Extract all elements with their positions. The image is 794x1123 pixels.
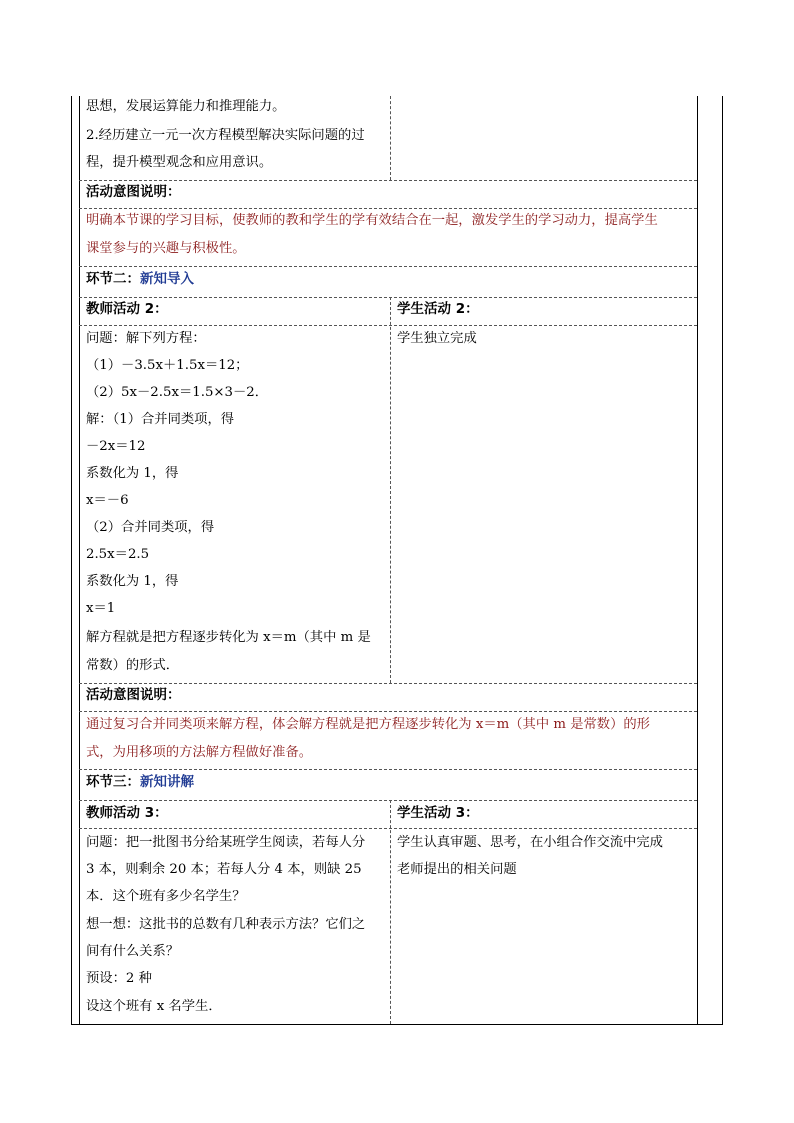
teacher-line: 系数化为 1，得: [86, 574, 179, 589]
objectives-line: 思想，发展运算能力和推理能力。: [86, 99, 286, 114]
table-inner-right-border: [697, 96, 698, 1025]
teacher-line: 问题：解下列方程：: [86, 331, 206, 346]
table-left-border: [71, 96, 72, 1025]
student-activity-text: 学生认真审题、思考，在小组合作交流中完成: [397, 835, 663, 850]
teacher-line: x＝1: [86, 601, 116, 616]
teacher-line: 解方程就是把方程逐步转化为 x＝m（其中 m 是: [86, 630, 371, 645]
column-divider: [390, 800, 391, 1024]
teacher-activity-label: 教师活动 2：: [86, 301, 168, 317]
table-right-border: [722, 96, 723, 1025]
column-divider: [390, 297, 391, 683]
objectives-line: 程，提升模型观念和应用意识。: [86, 155, 273, 170]
teacher-line: 本．这个班有多少名学生？: [86, 889, 246, 904]
intent-text-line: 课堂参与的兴趣与积极性。: [86, 241, 246, 256]
teacher-line: 2.5x＝2.5: [86, 547, 150, 562]
teacher-line: －2x＝12: [86, 439, 146, 454]
teacher-line: （1）－3.5x＋1.5x＝12；: [86, 358, 249, 373]
teacher-line: （2）5x－2.5x＝1.5×3－2．: [86, 385, 269, 400]
column-divider: [390, 96, 391, 180]
teacher-activity-label: 教师活动 3：: [86, 805, 168, 821]
table-bottom-border: [71, 1024, 723, 1025]
teacher-line: 设这个班有 x 名学生．: [86, 999, 222, 1014]
stage-header: [86, 769, 194, 796]
intent-text-line: 式，为用移项的方法解方程做好准备。: [86, 745, 313, 760]
teacher-line: 间有什么关系？: [86, 944, 180, 959]
teacher-line: 解：（1）合并同类项，得: [86, 412, 235, 427]
stage-title: 新知导入: [140, 271, 194, 287]
row-divider: [79, 800, 697, 801]
teacher-line: 想一想：这批书的总数有几种表示方法？它们之: [86, 917, 366, 932]
intent-text-line: 通过复习合并同类项来解方程，体会解方程就是把方程逐步转化为 x＝m（其中 m 是常数）的形: [86, 717, 650, 732]
stage-prefix: 环节三：: [86, 774, 140, 790]
stage-prefix: 环节二：: [86, 271, 140, 287]
teacher-line: 常数）的形式．: [86, 658, 180, 673]
student-activity-text: 老师提出的相关问题: [397, 862, 517, 877]
row-divider: [79, 297, 697, 298]
teacher-line: 问题：把一批图书分给某班学生阅读，若每人分: [86, 835, 366, 850]
stage-title: 新知讲解: [140, 774, 194, 790]
table-inner-left-border: [79, 96, 80, 1025]
teacher-line: 预设：2 种: [86, 971, 152, 986]
intent-label: 活动意图说明：: [86, 184, 181, 200]
objectives-line: 2.经历建立一元一次方程模型解决实际问题的过: [86, 128, 365, 143]
teacher-line: x＝－6: [86, 493, 129, 508]
stage-header: [86, 266, 194, 293]
intent-text-line: 明确本节课的学习目标，使教师的教和学生的学有效结合在一起，激发学生的学习动力，提高学生: [86, 213, 658, 228]
student-activity-label: 学生活动 2：: [397, 301, 479, 317]
student-activity-label: 学生活动 3：: [397, 805, 479, 821]
teacher-line: 系数化为 1，得: [86, 466, 179, 481]
teacher-line: 3 本，则剩余 20 本；若每人分 4 本，则缺 25: [86, 862, 362, 877]
intent-label: 活动意图说明：: [86, 687, 181, 703]
teacher-line: （2）合并同类项，得: [86, 520, 215, 535]
student-activity-text: 学生独立完成: [397, 331, 477, 346]
